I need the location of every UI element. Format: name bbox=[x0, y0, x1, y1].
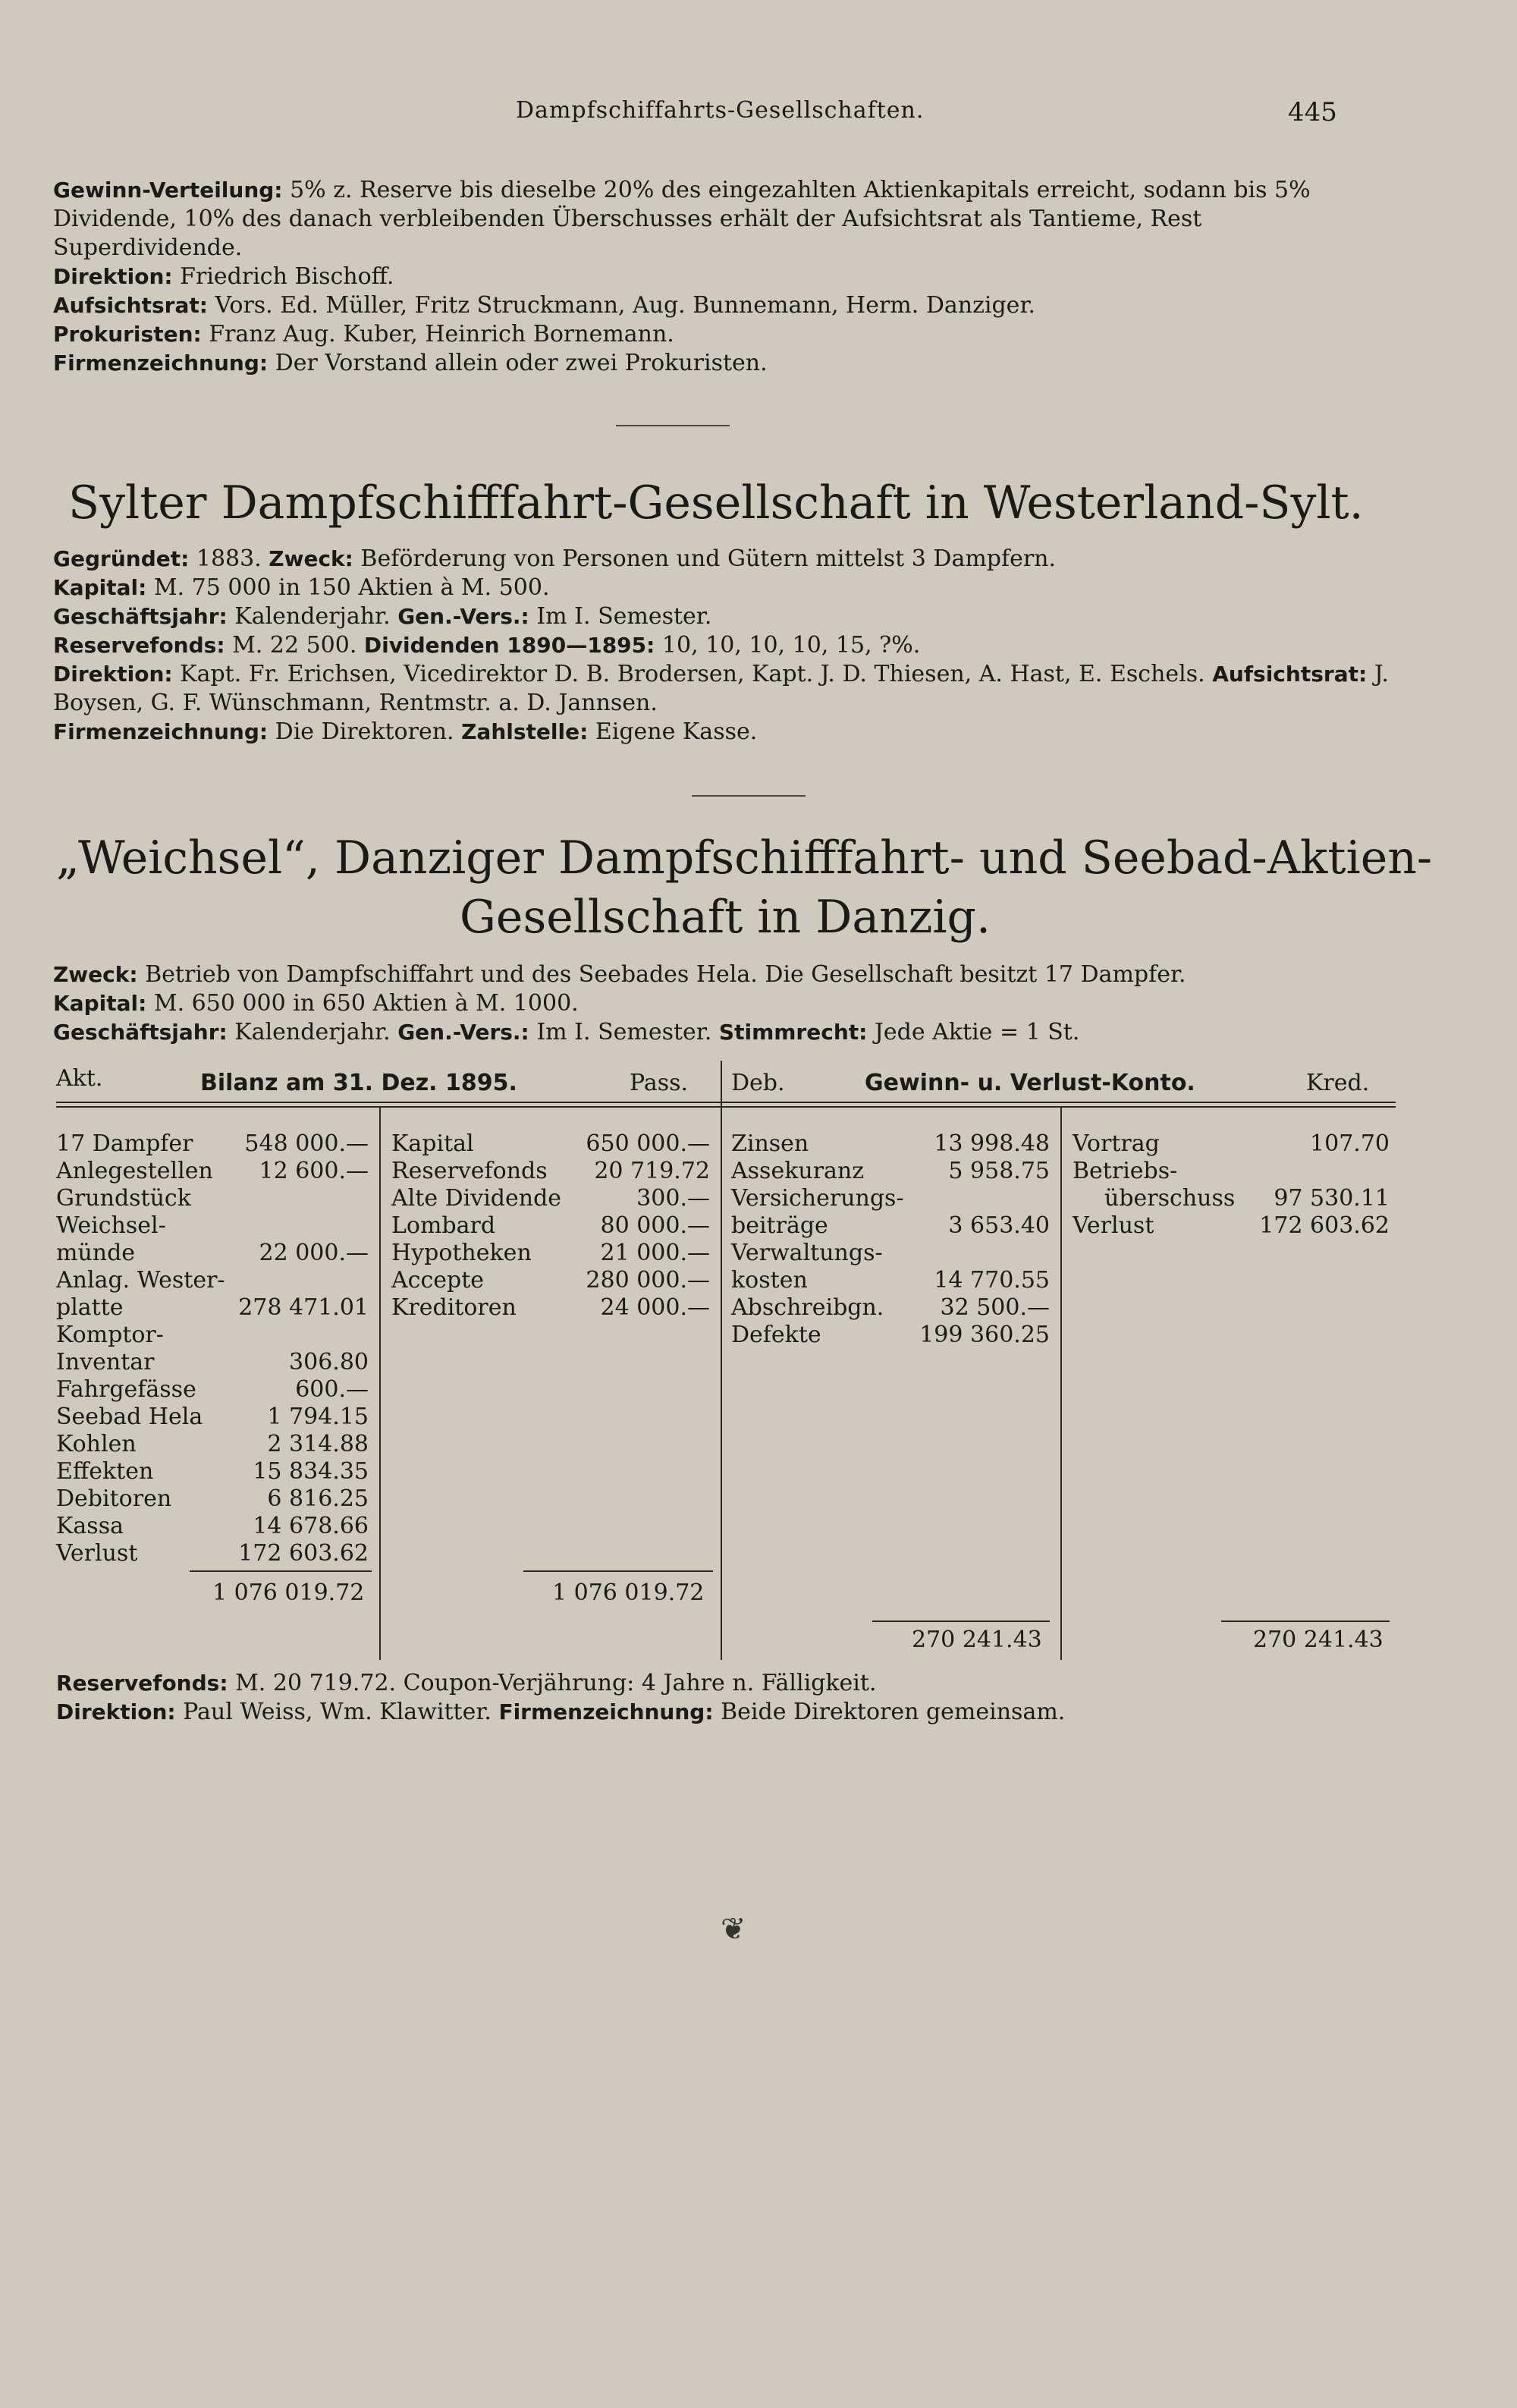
section-divider bbox=[692, 795, 806, 797]
row-label: Vortrag bbox=[1073, 1130, 1160, 1157]
kapital-label: Kapital: bbox=[53, 991, 147, 1016]
row-label: Accepte bbox=[391, 1267, 485, 1294]
sylt-line-4 bbox=[53, 631, 1396, 660]
row-value: 20 719.72 bbox=[594, 1158, 710, 1184]
table-row bbox=[391, 1212, 710, 1240]
table-rule-top bbox=[56, 1102, 1396, 1103]
sylt-line-3 bbox=[53, 602, 1396, 631]
reservefonds-text: M. 22 500. bbox=[232, 632, 357, 659]
sylt-line-6 bbox=[53, 718, 1396, 747]
guv-kredit-sum-rule bbox=[1221, 1621, 1390, 1622]
row-value: 14 678.66 bbox=[253, 1513, 369, 1539]
row-label: Verlust bbox=[56, 1540, 138, 1567]
sylt-line-1 bbox=[53, 545, 1396, 574]
guv-deb-label: Deb. bbox=[731, 1070, 785, 1096]
row-value: 199 360.25 bbox=[919, 1322, 1050, 1348]
prokuristen bbox=[53, 320, 1396, 349]
bilanz-aktiva-column bbox=[56, 1130, 369, 1567]
dividenden-text: 10, 10, 10, 10, 15, ?%. bbox=[661, 632, 921, 659]
row-label: 17 Dampfer bbox=[56, 1130, 193, 1157]
gewinn-label: Gewinn-Verteilung: bbox=[53, 178, 283, 203]
guv-title: Gewinn- u. Verlust-Konto. bbox=[865, 1070, 1195, 1096]
table-row bbox=[731, 1130, 1050, 1158]
weichsel-title-line-1: „Weichsel“, Danziger Dampfschifffahrt- und Seebad-Aktien- bbox=[56, 831, 1433, 885]
row-label: Assekuranz bbox=[731, 1158, 865, 1184]
row-label: Inventar bbox=[56, 1349, 155, 1375]
row-label: Alte Dividende bbox=[391, 1185, 562, 1212]
gen-vers-label: Gen.-Vers.: bbox=[397, 604, 529, 629]
bilanz-passiva-sum-rule bbox=[523, 1570, 713, 1572]
bilanz-aktiva-sum-rule bbox=[190, 1570, 372, 1572]
row-value: 14 770.55 bbox=[934, 1267, 1050, 1294]
table-row bbox=[56, 1185, 369, 1212]
row-value: 278 471.01 bbox=[238, 1294, 369, 1321]
table-row bbox=[56, 1485, 369, 1513]
row-value: 6 816.25 bbox=[267, 1485, 369, 1512]
row-value: 280 000.— bbox=[586, 1267, 710, 1294]
table-row bbox=[56, 1404, 369, 1431]
direktion-text: Kapt. Fr. Erichsen, Vicedirektor D. B. Brodersen, Kapt. J. D. Thiesen, A. Hast, E. Eschels. bbox=[180, 661, 1205, 687]
row-label: beiträge bbox=[731, 1212, 828, 1239]
gewinn-verteilung bbox=[53, 176, 1396, 262]
direktion-text: Paul Weiss, Wm. Klawitter. bbox=[183, 1699, 492, 1725]
table-row bbox=[56, 1349, 369, 1376]
row-value: 172 603.62 bbox=[1259, 1212, 1390, 1239]
row-label: Kapital bbox=[391, 1130, 474, 1157]
row-label: Grundstück bbox=[56, 1185, 191, 1212]
weichsel-zweck bbox=[53, 960, 1403, 989]
kapital-text: M. 650 000 in 650 Aktien à M. 1000. bbox=[153, 990, 579, 1017]
aufsichtsrat-label: Aufsichtsrat: bbox=[53, 293, 208, 318]
sylt-company-details bbox=[53, 545, 1396, 747]
row-value: 300.— bbox=[636, 1185, 710, 1212]
prokuristen-label: Prokuristen: bbox=[53, 322, 202, 347]
table-row bbox=[1073, 1158, 1390, 1185]
guv-kredit-total: 270 241.43 bbox=[1253, 1627, 1384, 1653]
guv-debet-sum-rule bbox=[872, 1621, 1050, 1622]
row-label: Verlust bbox=[1073, 1212, 1154, 1239]
firmenzeichnung-label: Firmenzeichnung: bbox=[53, 719, 269, 744]
geschaeftsjahr-label: Geschäftsjahr: bbox=[53, 604, 228, 629]
direktion-label: Direktion: bbox=[53, 264, 173, 289]
guv-kred-label: Kred. bbox=[1306, 1070, 1370, 1096]
table-rule-top-double bbox=[56, 1106, 1396, 1108]
firmenzeichnung bbox=[53, 349, 1396, 378]
firmenzeichnung-label: Firmenzeichnung: bbox=[53, 351, 269, 376]
firmenzeichnung-text: Beide Direktoren gemeinsam. bbox=[721, 1699, 1066, 1725]
sylt-line-2 bbox=[53, 574, 1396, 602]
table-row bbox=[56, 1513, 369, 1540]
row-label: Zinsen bbox=[731, 1130, 809, 1157]
table-row bbox=[391, 1267, 710, 1294]
row-value: 24 000.— bbox=[600, 1294, 710, 1321]
gewinn-text: 5% z. Reserve bis dieselbe 20% des eingezahlten Aktienkapitals erreicht, sodann bis 5% Dividende, 10% des danach verbleibenden Überschusses erhält der Aufsichtsrat als Tantieme, Rest Superdividende. bbox=[53, 177, 1311, 261]
table-row bbox=[731, 1322, 1050, 1349]
zweck-label: Zweck: bbox=[269, 546, 353, 571]
page-number: 445 bbox=[1288, 97, 1337, 127]
row-label: Komptor- bbox=[56, 1322, 164, 1348]
weichsel-company-details bbox=[53, 960, 1403, 1047]
weichsel-direktion bbox=[56, 1698, 1406, 1727]
row-value: 306.80 bbox=[289, 1349, 369, 1375]
sylt-company-title: Sylter Dampfschifffahrt-Gesellschaft in Westerland-Sylt. bbox=[68, 476, 1364, 530]
table-row bbox=[56, 1130, 369, 1158]
row-value: 3 653.40 bbox=[948, 1212, 1050, 1239]
row-label: Kohlen bbox=[56, 1431, 137, 1457]
weichsel-reservefonds bbox=[56, 1669, 1406, 1698]
row-label: Fahrgefässe bbox=[56, 1376, 196, 1403]
table-row bbox=[391, 1185, 710, 1212]
zweck-label: Zweck: bbox=[53, 962, 138, 987]
bilanz-title: Bilanz am 31. Dez. 1895. bbox=[200, 1070, 517, 1096]
sylt-line-5 bbox=[53, 660, 1396, 718]
bilanz-pass-label: Pass. bbox=[630, 1070, 689, 1096]
reservefonds-label: Reservefonds: bbox=[56, 1671, 228, 1696]
row-label: Hypotheken bbox=[391, 1240, 532, 1266]
row-value: 650 000.— bbox=[586, 1130, 710, 1157]
table-row bbox=[56, 1540, 369, 1567]
row-value: 22 000.— bbox=[259, 1240, 369, 1266]
table-row bbox=[56, 1294, 369, 1322]
gegruendet-label: Gegründet: bbox=[53, 546, 190, 571]
row-value: 13 998.48 bbox=[934, 1130, 1050, 1157]
row-label: Anlag. Wester- bbox=[56, 1267, 225, 1294]
row-label: Anlegestellen bbox=[56, 1158, 213, 1184]
zahlstelle-label: Zahlstelle: bbox=[461, 719, 589, 744]
reservefonds-text: M. 20 719.72. Coupon-Verjährung: 4 Jahre n. Fälligkeit. bbox=[235, 1670, 877, 1696]
running-title: Dampfschiffahrts-Gesellschaften. bbox=[516, 97, 925, 124]
aufsichtsrat-text: Vors. Ed. Müller, Fritz Struckmann, Aug. Bunnemann, Herm. Danziger. bbox=[215, 292, 1036, 319]
row-value: 97 530.11 bbox=[1274, 1185, 1390, 1212]
gen-vers-text: Im I. Semester. bbox=[536, 1019, 712, 1045]
table-row bbox=[391, 1240, 710, 1267]
table-row bbox=[56, 1158, 369, 1185]
weichsel-footer bbox=[56, 1669, 1406, 1727]
row-label: platte bbox=[56, 1294, 124, 1321]
aufsichtsrat-label: Aufsichtsrat: bbox=[1212, 662, 1368, 687]
bilanz-divider bbox=[379, 1106, 381, 1660]
firmenzeichnung-text: Die Direktoren. bbox=[275, 718, 454, 745]
gen-vers-text: Im I. Semester. bbox=[536, 603, 712, 630]
ornament-icon: ❦ bbox=[721, 1912, 746, 1947]
row-label: Seebad Hela bbox=[56, 1404, 203, 1430]
row-label: kosten bbox=[731, 1267, 808, 1294]
gegruendet-text: 1883. bbox=[196, 545, 262, 572]
table-row bbox=[391, 1130, 710, 1158]
firmenzeichnung-label: Firmenzeichnung: bbox=[498, 1699, 714, 1724]
weichsel-title-line-2: Gesellschaft in Danzig. bbox=[460, 891, 991, 944]
row-value: 21 000.— bbox=[600, 1240, 710, 1266]
row-label: Betriebs- bbox=[1073, 1158, 1178, 1184]
row-label: Reservefonds bbox=[391, 1158, 548, 1184]
row-value: 2 314.88 bbox=[267, 1431, 369, 1457]
row-label: Lombard bbox=[391, 1212, 496, 1239]
table-row bbox=[1073, 1130, 1390, 1158]
zahlstelle-text: Eigene Kasse. bbox=[595, 718, 758, 745]
table-row bbox=[391, 1294, 710, 1322]
row-label: Effekten bbox=[56, 1458, 154, 1485]
row-label: Abschreibgn. bbox=[731, 1294, 884, 1321]
direktion bbox=[53, 262, 1396, 291]
geschaeftsjahr-text: Kalenderjahr. bbox=[234, 603, 391, 630]
zweck-text: Beförderung von Personen und Gütern mittelst 3 Dampfern. bbox=[360, 545, 1057, 572]
bilanz-passiva-total: 1 076 019.72 bbox=[552, 1580, 705, 1606]
reservefonds-label: Reservefonds: bbox=[53, 633, 225, 658]
table-row bbox=[731, 1158, 1050, 1185]
table-row bbox=[731, 1267, 1050, 1294]
direktion-label: Direktion: bbox=[56, 1699, 176, 1724]
row-value: 15 834.35 bbox=[253, 1458, 369, 1485]
aufsichtsrat bbox=[53, 291, 1396, 320]
direktion-label: Direktion: bbox=[53, 662, 173, 687]
guv-divider bbox=[1060, 1106, 1062, 1660]
row-label: Weichsel- bbox=[56, 1212, 166, 1239]
row-label: Kreditoren bbox=[391, 1294, 517, 1321]
aufsichtsrat-text: J. Boysen, G. F. Wünschmann, Rentmstr. a. D. Jannsen. bbox=[53, 661, 1389, 716]
table-row bbox=[56, 1431, 369, 1458]
row-label: Defekte bbox=[731, 1322, 821, 1348]
row-value: 32 500.— bbox=[940, 1294, 1050, 1321]
table-row bbox=[56, 1458, 369, 1485]
guv-debet-total: 270 241.43 bbox=[912, 1627, 1042, 1653]
table-row bbox=[1073, 1185, 1390, 1212]
row-value: 5 958.75 bbox=[948, 1158, 1050, 1184]
stimmrecht-label: Stimmrecht: bbox=[718, 1020, 868, 1045]
row-value: 1 794.15 bbox=[267, 1404, 369, 1430]
bilanz-akt-label: Akt. bbox=[56, 1065, 103, 1092]
kapital-text: M. 75 000 in 150 Aktien à M. 500. bbox=[153, 574, 550, 601]
gen-vers-label: Gen.-Vers.: bbox=[397, 1020, 529, 1045]
firmenzeichnung-text: Der Vorstand allein oder zwei Prokuristen. bbox=[275, 350, 768, 376]
row-value: 12 600.— bbox=[259, 1158, 369, 1184]
row-label: Debitoren bbox=[56, 1485, 172, 1512]
row-label: Verwaltungs- bbox=[731, 1240, 883, 1266]
prokuristen-text: Franz Aug. Kuber, Heinrich Bornemann. bbox=[209, 321, 674, 347]
geschaeftsjahr-label: Geschäftsjahr: bbox=[53, 1020, 228, 1045]
guv-kredit-column bbox=[1073, 1130, 1390, 1240]
row-value: 107.70 bbox=[1310, 1130, 1390, 1157]
weichsel-gj-line bbox=[53, 1018, 1403, 1047]
row-value: 80 000.— bbox=[600, 1212, 710, 1239]
row-value: 600.— bbox=[295, 1376, 369, 1403]
table-row bbox=[731, 1240, 1050, 1267]
direktion-text: Friedrich Bischoff. bbox=[180, 263, 394, 290]
table-row bbox=[56, 1212, 369, 1240]
table-row bbox=[56, 1240, 369, 1267]
stimmrecht-text: Jede Aktie = 1 St. bbox=[874, 1019, 1080, 1045]
kapital-label: Kapital: bbox=[53, 575, 147, 600]
geschaeftsjahr-text: Kalenderjahr. bbox=[234, 1019, 391, 1045]
table-row bbox=[1073, 1212, 1390, 1240]
row-label: Versicherungs- bbox=[731, 1185, 904, 1212]
table-row bbox=[391, 1158, 710, 1185]
weichsel-kapital bbox=[53, 989, 1403, 1018]
row-label: Kassa bbox=[56, 1513, 124, 1539]
row-label: überschuss bbox=[1104, 1185, 1236, 1212]
table-row bbox=[731, 1185, 1050, 1212]
dividenden-label: Dividenden 1890—1895: bbox=[363, 633, 655, 658]
zweck-text: Betrieb von Dampfschiffahrt und des Seebades Hela. Die Gesellschaft besitzt 17 Dampfer. bbox=[145, 961, 1186, 988]
table-row bbox=[56, 1322, 369, 1349]
table-row bbox=[731, 1212, 1050, 1240]
row-value: 172 603.62 bbox=[238, 1540, 369, 1567]
section-divider bbox=[616, 425, 730, 426]
table-row bbox=[56, 1376, 369, 1404]
row-label: münde bbox=[56, 1240, 136, 1266]
bilanz-passiva-column bbox=[391, 1130, 710, 1322]
table-row bbox=[731, 1294, 1050, 1322]
table-row bbox=[56, 1267, 369, 1294]
bilanz-aktiva-total: 1 076 019.72 bbox=[212, 1580, 365, 1606]
row-value: 548 000.— bbox=[244, 1130, 369, 1157]
previous-company-section bbox=[53, 176, 1396, 378]
guv-debet-column bbox=[731, 1130, 1050, 1349]
table-divider-main bbox=[721, 1061, 722, 1660]
